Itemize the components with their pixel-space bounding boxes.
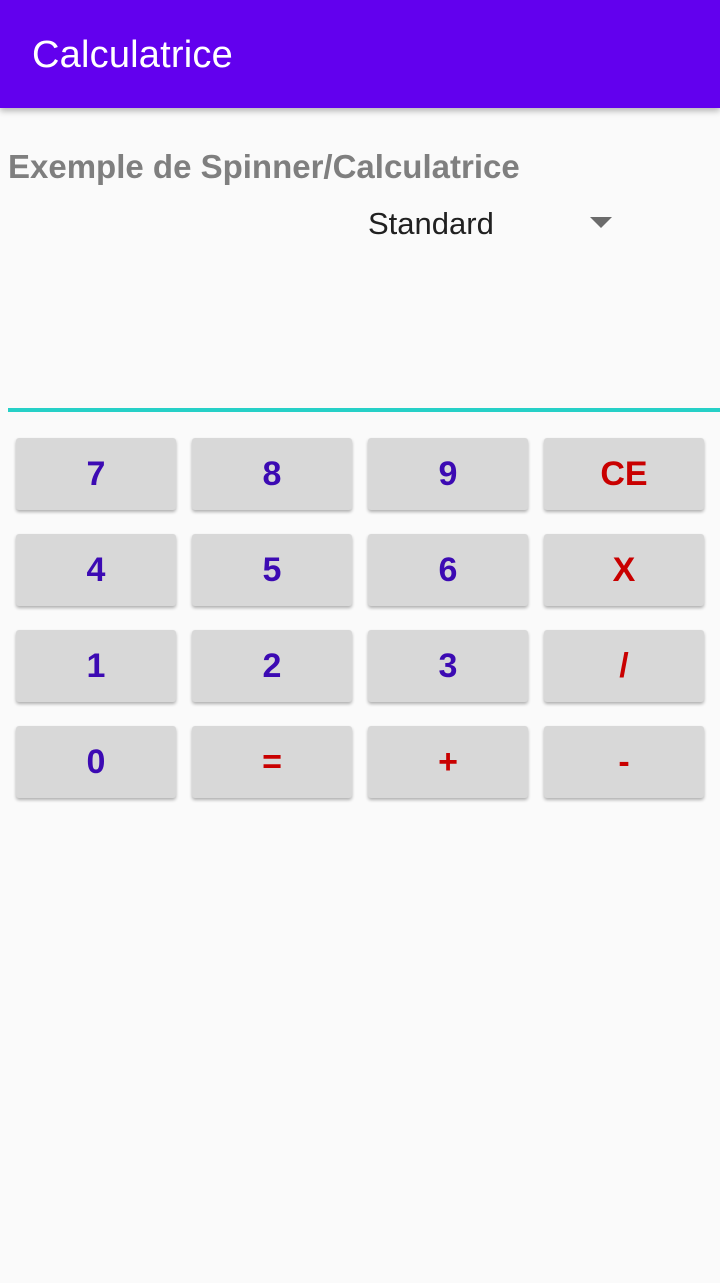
clear-entry-button[interactable]: CE [544, 438, 704, 510]
mode-spinner[interactable] [352, 196, 630, 252]
key-5-button[interactable]: 5 [192, 534, 352, 606]
app-bar [0, 0, 720, 108]
equals-button[interactable]: = [192, 726, 352, 798]
app-title: Calculatrice [32, 34, 233, 76]
minus-button[interactable]: - [544, 726, 704, 798]
key-7-button[interactable]: 7 [16, 438, 176, 510]
dropdown-arrow-icon[interactable] [590, 217, 612, 228]
key-4-button[interactable]: 4 [16, 534, 176, 606]
page-subtitle: Exemple de Spinner/Calculatrice [8, 148, 520, 185]
divide-button[interactable]: / [544, 630, 704, 702]
spinner-selected-value: Standard [368, 206, 494, 241]
key-2-button[interactable]: 2 [192, 630, 352, 702]
calculator-display-input[interactable] [8, 262, 720, 412]
multiply-button[interactable]: X [544, 534, 704, 606]
key-3-button[interactable]: 3 [368, 630, 528, 702]
key-8-button[interactable]: 8 [192, 438, 352, 510]
key-6-button[interactable]: 6 [368, 534, 528, 606]
key-1-button[interactable]: 1 [16, 630, 176, 702]
key-9-button[interactable]: 9 [368, 438, 528, 510]
key-0-button[interactable]: 0 [16, 726, 176, 798]
plus-button[interactable]: + [368, 726, 528, 798]
